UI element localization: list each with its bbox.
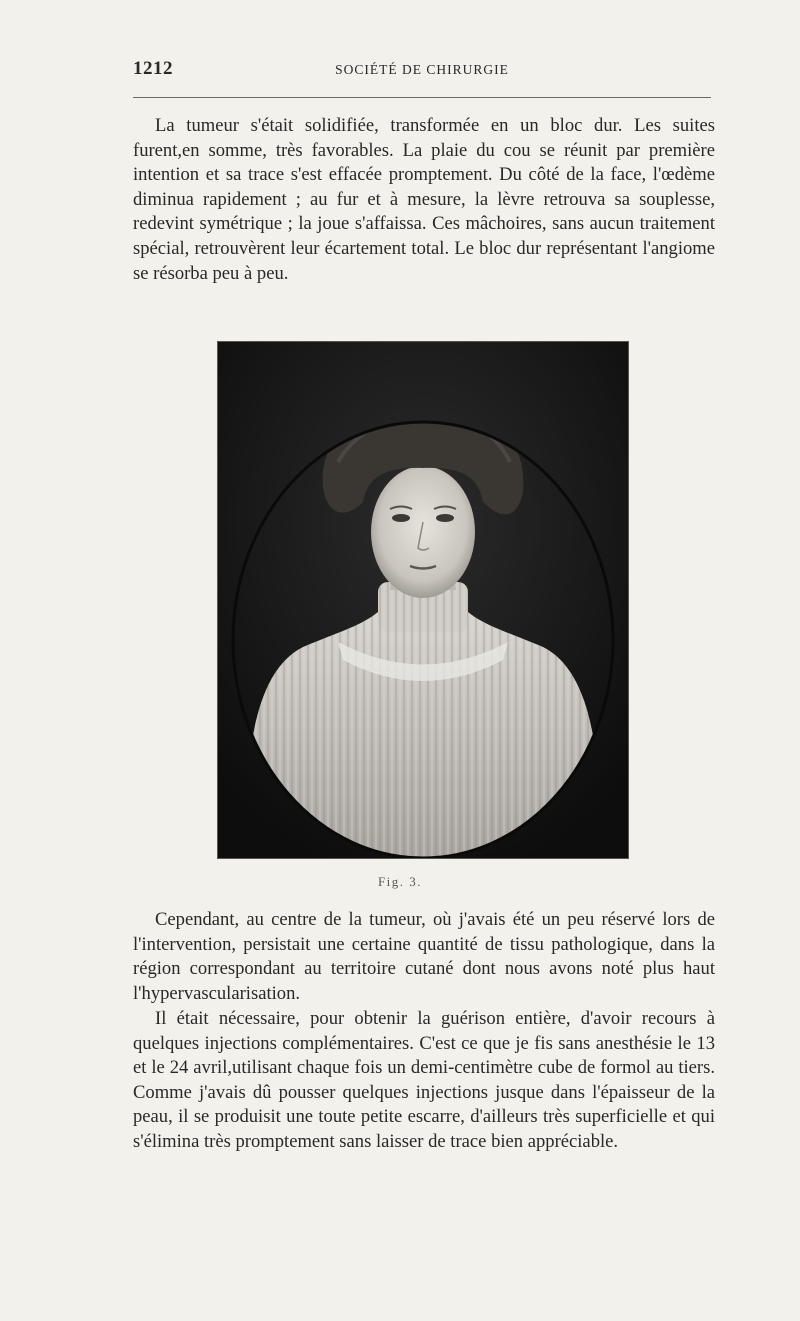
body-paragraph: La tumeur s'était solidifiée, transformée en un bloc dur. Les suites furent,en somme, très favorables. La plaie du cou se réunit par première intention et sa trace s'est effacée promptement. Du côté de la face, l'œdème diminua rapidement ; au fur et à mesure, la lèvre retrouva sa souplesse, redevint symétrique ; la joue s'affaissa. Ces mâchoires, sans aucun traitement spécial, retrouvèrent leur écartement total. Le bloc dur représentant l'angiome se résorba peu à peu. [133, 115, 715, 284]
figure-caption: Fig. 3. [377, 874, 423, 889]
body-paragraph: Cependant, au centre de la tumeur, où j'avais été un peu réservé lors de l'intervention, persistait une certaine quantité de tissu pathologique, dans la région correspondant au territoire cutané dont nous avons noté plus haut l'hypervascularisation. [133, 909, 715, 1004]
portrait-illustration [218, 342, 628, 858]
page-header [133, 58, 711, 88]
portrait-photograph [217, 341, 629, 859]
body-paragraph: Il était nécessaire, pour obtenir la guérison entière, d'avoir recours à quelques injections complémentaires. C'est ce que je fis sans anesthésie le 13 et le 24 avril,utilisant chaque fois un demi-centimètre cube de formol au tiers. Comme j'avais dû pousser quelques injections jusque dans l'épaisseur de la peau, il se produisit une toute petite escarre, d'ailleurs très superficielle et qui s'élimina très promptement sans laisser de trace bien appréciable. [133, 1008, 715, 1152]
running-title: SOCIÉTÉ DE CHIRURGIE [335, 62, 509, 77]
header-rule [133, 97, 711, 98]
page-number: 1212 [133, 58, 173, 79]
